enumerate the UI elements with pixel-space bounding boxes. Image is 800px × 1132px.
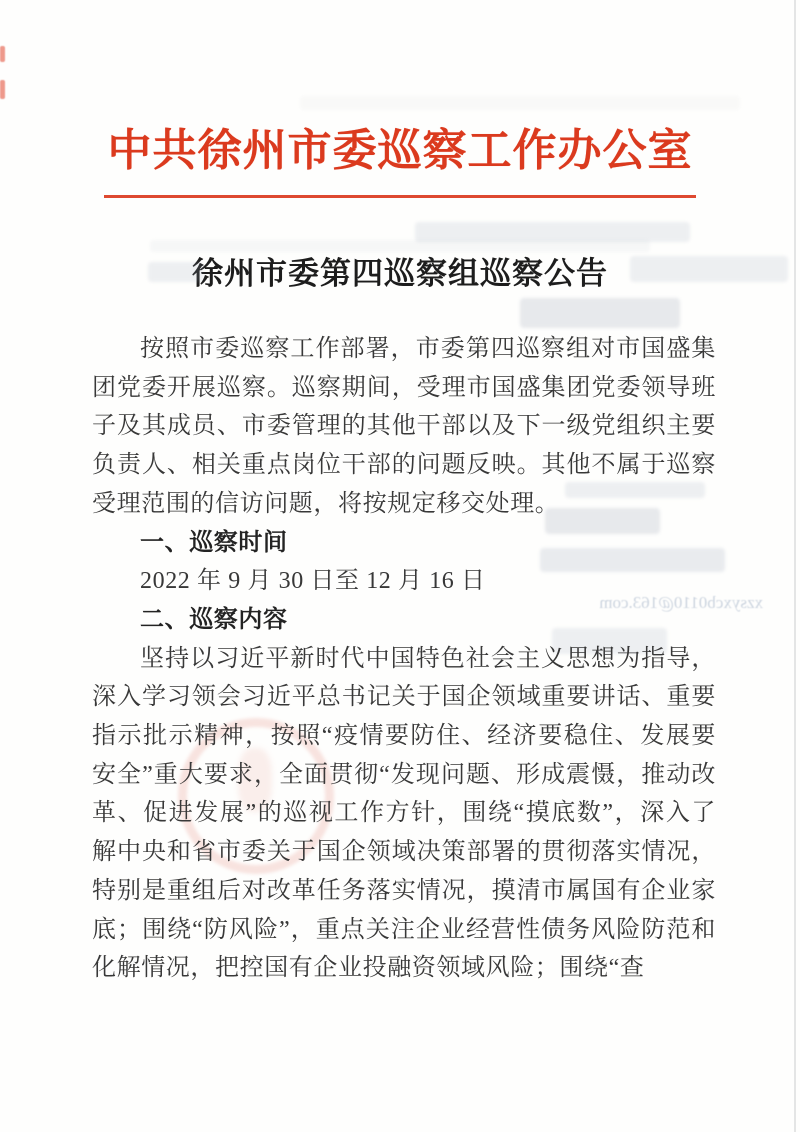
red-registration-mark xyxy=(0,46,5,62)
section-heading: 一、巡察时间 xyxy=(140,528,288,556)
org-letterhead: 中共徐州市委巡察工作办公室 xyxy=(107,126,693,175)
scanner-noise xyxy=(300,96,740,110)
letterhead-rule xyxy=(104,195,696,198)
paragraph: 坚持以习近平新时代中国特色社会主义思想为指导，深入学习领会习近平总书记关于国企领域重要讲话、重要指示批示精神，按照“疫情要防住、经济要稳住、发展要安全”重大要求，全面贯彻“发现问题、形成震慑，推动改革、促进发展”的巡视工作方针，围绕“摸底数”，深入了解中央和省市委关于国企领域决策部署的贯彻落实情况，特别是重组后对改革任务落实情况，摸清市属国有企业家底；围绕“防风险”，重点关注企业经营性债务风险防范和化解情况，把控国有企业投融资领域风险；围绕“查 xyxy=(92,645,716,982)
red-registration-mark xyxy=(0,80,5,99)
bleedthrough-smudge xyxy=(415,222,690,242)
bleedthrough-smudge xyxy=(520,298,680,328)
section-heading: 二、巡察内容 xyxy=(140,605,288,633)
paragraph: 按照市委巡察工作部署，市委第四巡察组对市国盛集团党委开展巡察。巡察期间，受理市国盛集团党委领导班子及其成员、市委管理的其他干部以及下一级党组织主要负责人、相关重点岗位干部的问题反映。其他不属于巡察受理范围的信访问题，将按规定移交处理。 xyxy=(92,336,716,517)
document-body xyxy=(92,330,716,988)
paragraph: 2022 年 9 月 30 日至 12 月 16 日 xyxy=(140,568,486,595)
bleedthrough-email-text: xzsyxcb0110@163.com xyxy=(599,593,763,612)
document-title: 徐州市委第四巡察组巡察公告 xyxy=(192,256,608,291)
